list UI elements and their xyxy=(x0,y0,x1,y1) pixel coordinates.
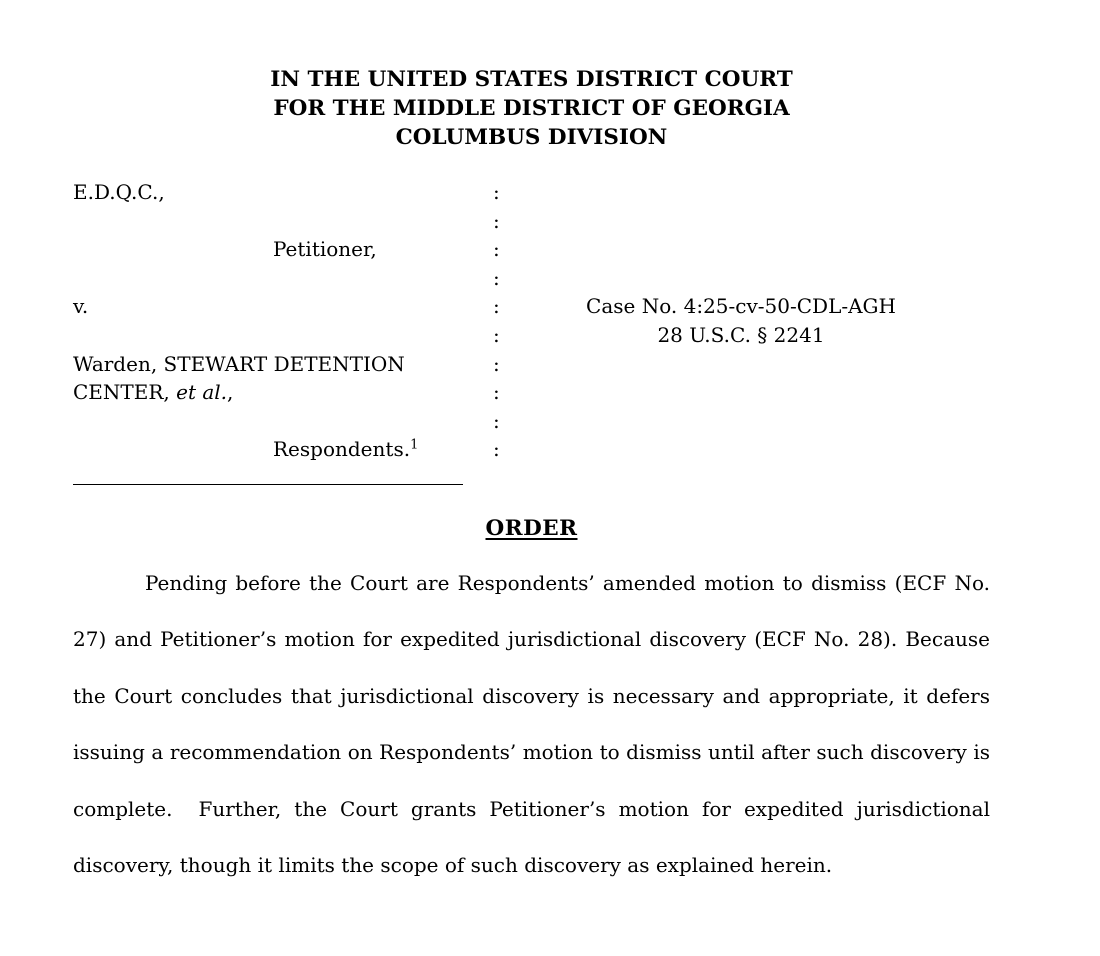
et-al-italic: et al. xyxy=(176,380,228,405)
case-caption xyxy=(73,178,990,464)
caption-spacer xyxy=(561,178,921,207)
caption-colon: : xyxy=(493,322,500,347)
respondent-name-line-1: Warden, STEWART DETENTION xyxy=(73,351,405,376)
versus-label: v. xyxy=(73,294,89,319)
respondent-name-line-2 xyxy=(73,378,493,407)
respondent-line2-suffix: , xyxy=(227,380,234,405)
caption-colon: : xyxy=(493,208,500,233)
caption-colon: : xyxy=(493,351,500,376)
court-header-line-2: FOR THE MIDDLE DISTRICT OF GEORGIA xyxy=(273,96,790,121)
case-number: Case No. 4:25-cv-50-CDL-AGH xyxy=(586,294,896,319)
caption-case-info-column xyxy=(561,178,921,464)
caption-spacer xyxy=(561,264,921,293)
court-header-line-3: COLUMBUS DIVISION xyxy=(395,125,668,150)
caption-spacer xyxy=(73,407,493,436)
caption-spacer xyxy=(73,207,493,236)
caption-colon: : xyxy=(493,237,500,262)
caption-colon: : xyxy=(493,380,500,405)
respondents-label: Respondents.$^1$ xyxy=(273,437,419,462)
caption-spacer xyxy=(561,207,921,236)
caption-separator-column xyxy=(493,178,515,464)
petitioner-name: E.D.Q.C., xyxy=(73,180,165,204)
caption-colon: : xyxy=(493,180,500,204)
caption-parties-column xyxy=(73,178,493,464)
caption-spacer xyxy=(561,235,921,264)
court-header xyxy=(73,65,990,152)
caption-colon: : xyxy=(493,437,500,462)
caption-rule xyxy=(73,484,463,485)
court-header-line-1: IN THE UNITED STATES DISTRICT COURT xyxy=(270,67,793,92)
caption-colon: : xyxy=(493,408,500,433)
order-heading: ORDER xyxy=(485,515,578,541)
respondent-line2-prefix: CENTER, xyxy=(73,380,177,405)
statute-citation: 28 U.S.C. § 2241 xyxy=(657,322,825,347)
petitioner-label: Petitioner, xyxy=(273,237,377,262)
footnote-marker: 1 xyxy=(410,437,419,453)
order-body-paragraph: Pending before the Court are Respondents’ amended motion to dismiss (ECF No. 27) and Petitioner’s motion for expedited jurisdictional discovery (ECF No. 28). Because the Court concludes that jurisdictional discovery is necessary and appropriate, it defers issuing a recommendation on Respondents’ motion to dismiss until after such discovery is complete. Further, the Court grants Petitioner’s motion for expedited jurisdictional discovery, though it limits the scope of such discovery as explained herein. xyxy=(73,570,990,878)
caption-colon: : xyxy=(493,294,500,319)
caption-spacer xyxy=(73,264,493,293)
caption-colon: : xyxy=(493,265,500,290)
caption-spacer xyxy=(73,321,493,350)
